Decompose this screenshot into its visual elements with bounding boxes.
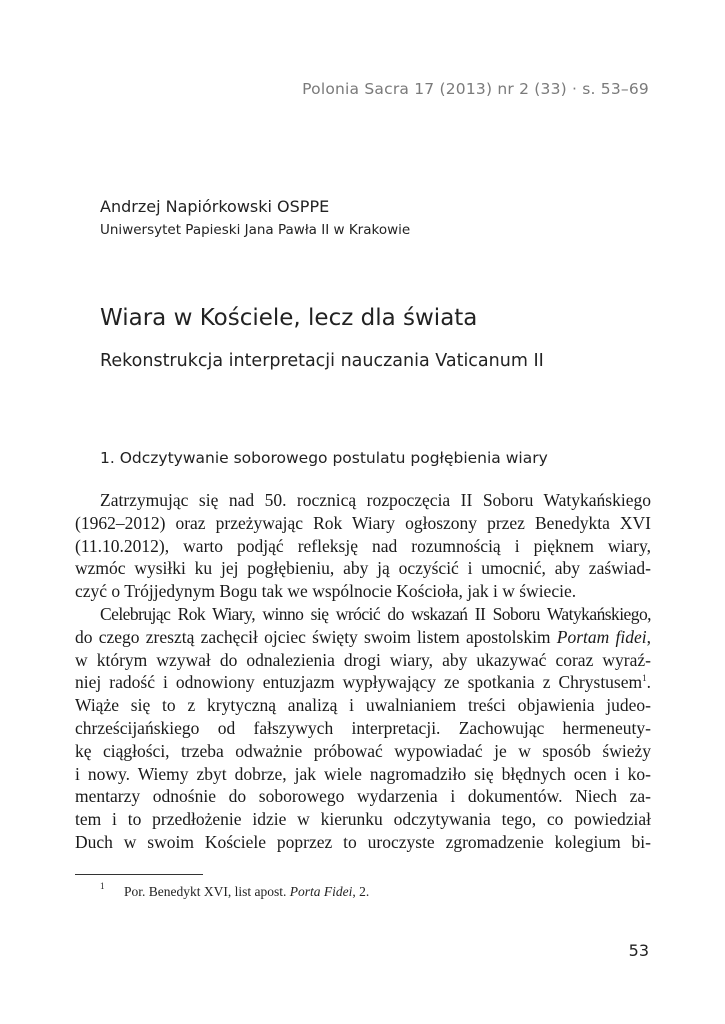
footnote-number: 1	[100, 881, 105, 891]
text-line: i nowy. Wiemy zbyt dobrze, jak wiele nagromadziło się błędnych ocen i ko-	[75, 763, 651, 784]
text-line: kę ciągłości, trzeba odważnie próbować wypowiadać je w sposób świeży	[75, 740, 651, 761]
author-affiliation: Uniwersytet Papieski Jana Pawła II w Krakowie	[100, 222, 411, 238]
italic-title: Porta Fidei	[289, 884, 353, 899]
text-line: mentarzy odnośnie do soborowego wydarzenia i dokumentów. Niech za-	[75, 786, 651, 807]
text-fragment: Por. Benedykt XVI, list apost.	[124, 884, 290, 899]
journal-citation: Polonia Sacra 17 (2013) nr 2 (33) · s. 53–69	[302, 80, 649, 98]
italic-title: Portam fidei	[556, 626, 647, 647]
text-line: czyć o Trójjedynym Bogu tak we wspólnocie Kościoła, jak i w świecie.	[75, 581, 577, 602]
text-line: (1962–2012) oraz przeżywając Rok Wiary ogłoszony przez Benedykta XVI	[75, 512, 651, 533]
text-line: Duch w swoim Kościele poprzez to uroczyste zgromadzenie kolegium bi-	[75, 831, 651, 852]
text-line: (11.10.2012), warto podjąć refleksję nad rozumnością i pięknem wiary,	[75, 535, 651, 556]
text-line	[75, 626, 651, 649]
footnote-reference[interactable]: 1	[642, 673, 647, 684]
text-line: Wiąże się to z krytyczną analizą i uwalnianiem treści objawienia judeo-	[75, 695, 651, 716]
footnote-text	[124, 884, 369, 899]
text-line	[75, 671, 651, 694]
article-subtitle: Rekonstrukcja interpretacji nauczania Vaticanum II	[100, 351, 544, 371]
body-text	[75, 489, 651, 854]
text-fragment: niej radość i odnowiony entuzjazm wypływający ze spotkania z Chrystusem	[75, 672, 643, 693]
text-line: tem i to przedłożenie idzie w kierunku odczytywania tego, co powiedział	[75, 809, 651, 830]
text-line: wzmóc wysiłki ku jej pogłębieniu, aby ją oczyścić i umocnić, aby zaświad-	[75, 558, 651, 579]
text-line: chrześcijańskiego od fałszywych interpretacji. Zachowując hermeneuty-	[75, 717, 651, 738]
footnote-divider	[75, 874, 203, 875]
text-fragment: , 2.	[352, 884, 370, 899]
section-heading: 1. Odczytywanie soborowego postulatu pogłębienia wiary	[100, 449, 548, 467]
text-line: Celebrując Rok Wiary, winno się wrócić do wskazań II Soboru Watykańskiego,	[100, 603, 651, 624]
author-name: Andrzej Napiórkowski OSPPE	[100, 197, 330, 216]
text-fragment: .	[646, 672, 651, 693]
text-fragment: ,	[646, 626, 651, 647]
paragraph-2	[75, 603, 651, 854]
paragraph-1	[75, 489, 651, 603]
page-number: 53	[628, 941, 649, 960]
text-line: Zatrzymując się nad 50. rocznicą rozpoczęcia II Soboru Watykańskiego	[100, 490, 651, 510]
text-fragment: do czego zresztą zachęcił ojciec święty swoim listem apostolskim	[75, 626, 557, 647]
text-line: w którym wzywał do odnalezienia drogi wiary, aby ukazywać coraz wyraź-	[75, 649, 651, 670]
article-title: Wiara w Kościele, lecz dla świata	[100, 305, 478, 331]
footnote	[100, 881, 370, 900]
